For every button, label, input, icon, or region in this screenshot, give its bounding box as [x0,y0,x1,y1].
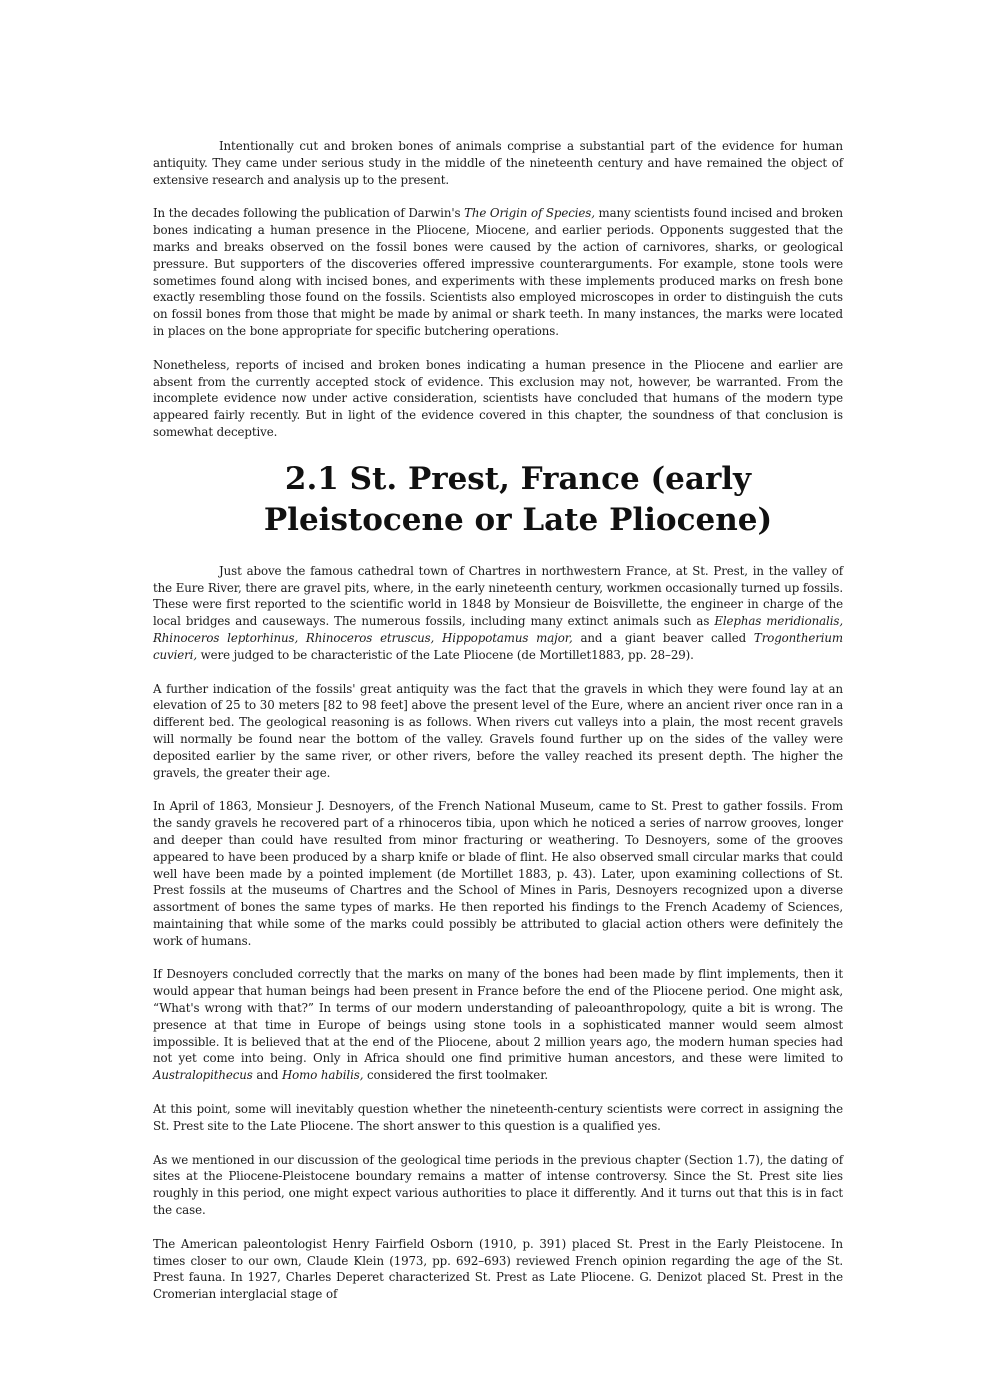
paragraph-text: Just above the famous cathedral town of Chartres in northwestern France, at St. Prest, in the valley of the Eure River, there are gravel pits, where, in the early nineteenth century, workmen occasionally turned up fossils. These were first reported to the scientific world in 1848 by Monsieur de Boisvillette, the engineer in charge of the local bridges and causeways. The numerous fossils, including many extinct animals such as [153,563,843,629]
species-name: Trogontherium cuvieri, [153,630,843,662]
paragraph-section-1 [153,563,843,664]
species-names: Elephas meridionalis, Rhinoceros leptorhinus, Rhinoceros etruscus, Hippopotamus major, [153,614,843,645]
paragraph-text: Intentionally cut and broken bones of animals comprise a substantial part of the evidence for human antiquity. They came under serious study in the middle of the nineteenth century and have remained the object of extensive research and analysis up to the present. [153,139,843,187]
species-name: Homo habilis, [281,1068,364,1083]
paragraph-section-4 [153,966,843,1084]
paragraph-text: many scientists found incised and broken bones indicating a human presence in the Pliocene, Miocene, and earlier periods. Opponents suggested that the marks and breaks observed on the fossil bones were caused by the action of carnivores, sharks, or geological pressure. But supporters of the discoveries offered impressive counterarguments. For example, stone tools were sometimes found along with incised bones, and experiments with these implements produced marks on fresh bone exactly resembling those found on the fossils. Scientists also employed microscopes in order to distinguish the cuts on fossil bones from those that might be made by animal or shark teeth. In many instances, the marks were located in places on the bone appropriate for specific butchering operations. [153,206,843,338]
paragraph-text: Nonetheless, reports of incised and broken bones indicating a human presence in the Pliocene and earlier are absent from the currently accepted stock of evidence. This exclusion may not, however, be warranted. From the incomplete evidence now under active consideration, scientists have concluded that humans of the modern type appeared fairly recently. But in light of the evidence covered in this chapter, the soundness of that conclusion is somewhat deceptive. [153,357,843,439]
paragraph-section-5 [153,1101,843,1135]
paragraph-text: and a giant beaver called [572,630,754,645]
paragraph-section-6 [153,1152,843,1219]
paragraph-text: The American paleontologist Henry Fairfield Osborn (1910, p. 391) placed St. Prest in the Early Pleistocene. In times closer to our own, Claude Klein (1973, pp. 692–693) reviewed French opinion regarding the age of the St. Prest fauna. In 1927, Charles Deperet characterized St. Prest as Late Pliocene. G. Denizot placed St. Prest in the Cromerian interglacial stage of [153,1236,843,1302]
paragraph-text: were judged to be characteristic of the Late Pliocene (de Mortillet1883, pp. 28–29). [197,647,694,662]
genus-name: Australopithecus [153,1068,253,1083]
paragraph-text: At this point, some will inevitably question whether the nineteenth-century scientists were correct in assigning the St. Prest site to the Late Pliocene. The short answer to this question is a qualified yes. [153,1102,843,1133]
paragraph-text: and [252,1068,282,1083]
paragraph-intro-1 [153,138,843,188]
paragraph-text: In the decades following the publication of Darwin's [153,206,465,221]
paragraph-intro-2 [153,205,843,339]
paragraph-section-2 [153,681,843,782]
page-content [153,138,843,1303]
paragraph-intro-3 [153,357,843,441]
paragraph-text: considered the first toolmaker. [363,1068,549,1083]
paragraph-text: If Desnoyers concluded correctly that the marks on many of the bones had been made by flint implements, then it would appear that human beings had been present in France before the end of the Pliocene period. One might ask, “What's wrong with that?” In terms of our modern understanding of paleoanthropology, quite a bit is wrong. The presence at that time in Europe of beings using stone tools in a sophisticated manner would seem almost impossible. It is believed that at the end of the Pliocene, about 2 million years ago, the modern human species had not yet come into being. Only in Africa should one find primitive human ancestors, and these were limited to [153,967,843,1066]
section-heading: 2.1 St. Prest, France (early Pleistocene or Late Pliocene) [263,460,773,538]
book-title: The Origin of Species, [464,206,595,221]
paragraph-text: As we mentioned in our discussion of the geological time periods in the previous chapter (Section 1.7), the dating of sites at the Pliocene-Pleistocene boundary remains a matter of intense controversy. Since the St. Prest site lies roughly in this period, one might expect various authorities to place it differently. And it turns out that this is in fact the case. [153,1152,843,1218]
paragraph-text: A further indication of the fossils' great antiquity was the fact that the gravels in which they were found lay at an elevation of 25 to 30 meters [82 to 98 feet] above the present level of the Eure, where an ancient river once ran in a different bed. The geological reasoning is as follows. When rivers cut valleys into a plain, the most recent gravels will normally be found near the bottom of the valley. Gravels found further up on the sides of the valley were deposited earlier by the same river, or other rivers, before the valley reached its present depth. The higher the gravels, the greater their age. [153,681,843,780]
paragraph-section-7 [153,1236,843,1303]
paragraph-text: In April of 1863, Monsieur J. Desnoyers, of the French National Museum, came to St. Prest to gather fossils. From the sandy gravels he recovered part of a rhinoceros tibia, upon which he noticed a series of narrow grooves, longer and deeper than could have resulted from minor fracturing or weathering. To Desnoyers, some of the grooves appeared to have been produced by a sharp knife or blade of flint. He also observed small circular marks that could well have been made by a pointed implement (de Mortillet 1883, p. 43). Later, upon examining collections of St. Prest fossils at the museums of Chartres and the School of Mines in Paris, Desnoyers recognized upon a diverse assortment of bones the same types of marks. He then reported his findings to the French Academy of Sciences, maintaining that while some of the marks could possibly be attributed to glacial action others were definitely the work of humans. [153,799,843,948]
paragraph-section-3 [153,798,843,949]
